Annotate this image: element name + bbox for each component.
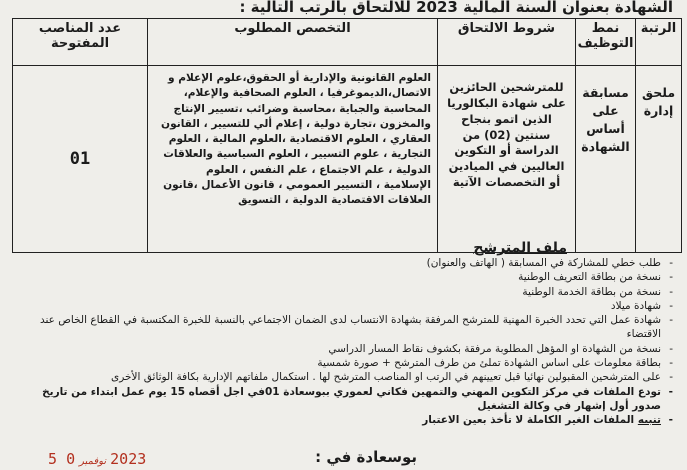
notice-label: تنبيه [637, 414, 661, 427]
cell-conditions: للمترشحين الحائزين على شهادة البكالوريا الذين اتمو بنجاح سنتين (02) من الدراسة أو التكوين العاليين في الميادين أو التخصصات الآتية [438, 66, 576, 253]
positions-table [12, 18, 682, 253]
list-item: - على المترشحين المقبولين نهائيا قبل تعيينهم في الرتب او المناصب المترشح لها . استكمال ملفاتهم الإدارية بكافة الوثائق الأخرى [15, 370, 675, 384]
header-line: الشهادة بعنوان السنة المالية 2023 للالتحاق بالرتب التالية : [239, 0, 673, 16]
header-rank: الرتبة [636, 19, 682, 66]
required-documents-list [15, 256, 675, 428]
header-specialty: التخصص المطلوب [148, 19, 438, 66]
cell-positions: 01 [13, 66, 148, 253]
cell-specialty: العلوم القانونية والإدارية أو الحقوق،علوم الإعلام و الاتصال،الديموغرفيا ، العلوم الصحافية والإعلام، المحاسبة والجباية ،محاسبة وضرائب ،تسيير الإنتاج والمخزون ،تجارة دولية ، إعلام ألي للتسيير ، القانون العقاري ، العلوم الاقتصادية ،العلوم المالية ، العلوم التجارية ، علوم التسيير ، العلوم السياسية والعلاقات الدولية ، علم الاجتماع ، علم النفس ، العلوم الإسلامية ، التسيير العمومي ، قانون الأعمال ،قانون العلاقات الاقتصادية الدولية ، التسويق [148, 66, 438, 253]
header-mode: نمط التوظيف [576, 19, 636, 66]
list-item: - تودع الملفات في مركز التكوين المهني والتمهين فكاني لعموري ببوسعادة 01في اجل أقصاه 15 يوم عمل ابتداء من تاريخ صدور أول إشهار في وكالة التشغيل [15, 385, 675, 414]
date-year: 2023 [110, 450, 147, 468]
table-header-row [13, 19, 682, 66]
place-label: بوسعادة في : [315, 448, 417, 466]
list-item: - شهادة ميلاد [15, 299, 675, 313]
date-day: 0 5 [48, 450, 76, 468]
header-positions: عدد المناصب المفتوحة [13, 19, 148, 66]
table-row [13, 66, 682, 253]
list-item: - نسخة من بطاقة التعريف الوطنية [15, 270, 675, 284]
list-item: - شهادة عمل التي تحدد الخبرة المهنية للمترشح المرفقة بشهادة الانتساب لدى الضمان الاجتماعي بالنسبة للخبرة المكتسبة في القطاع الخاص عند الاقتضاء [15, 313, 675, 342]
notice-item [15, 413, 675, 427]
notice-text: الملفات الغير الكاملة لا تأخذ بعين الاعتبار [422, 414, 638, 427]
stamped-date [48, 450, 146, 468]
list-item: - نسخة من بطاقة الخدمة الوطنية [15, 285, 675, 299]
candidate-file-title: ملف المترشح [473, 240, 567, 256]
list-item: - نسخة من الشهادة او المؤهل المطلوبة مرفقة بكشوف نقاط المسار الدراسي [15, 342, 675, 356]
cell-mode: مسابقة على أساس الشهادة [576, 66, 636, 253]
header-conditions: شروط الالتحاق [438, 19, 576, 66]
date-month: نوفمبر [79, 456, 107, 467]
cell-rank: ملحق إدارة [636, 66, 682, 253]
list-item: - طلب خطي للمشاركة في المسابقة ( الهاتف والعنوان) [15, 256, 675, 270]
list-item: - بطاقة معلومات على اساس الشهادة تملئ من طرف المترشح + صورة شمسية [15, 356, 675, 370]
